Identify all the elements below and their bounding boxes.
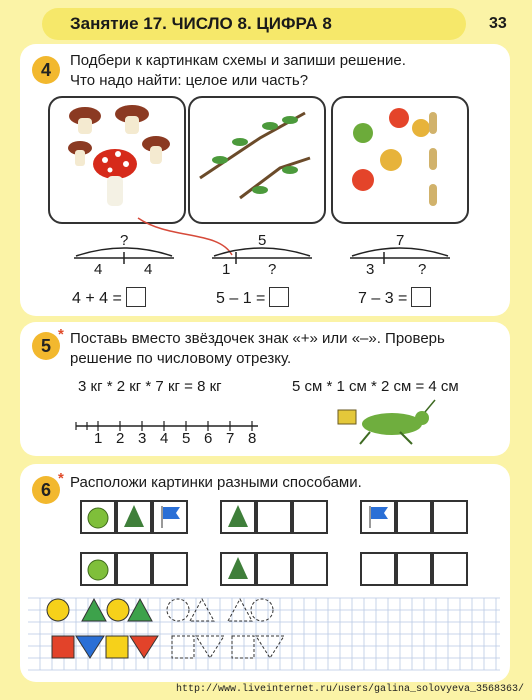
ruler-label-5: 5 [182,430,191,447]
task5-star: * [58,326,64,343]
scheme1-top: ? [120,232,129,249]
task4-badge: 4 [32,56,60,84]
task6-star: * [58,470,64,487]
scheme2-right: ? [268,261,277,278]
ruler-label-4: 4 [160,430,169,447]
task5-badge: 5 [32,332,60,360]
footer-url: http://www.liveinternet.ru/users/galina_solovyeva_3568363/ [176,684,525,695]
ruler-label-6: 6 [204,430,213,447]
scheme1-left: 4 [94,261,103,278]
ruler-label-7: 7 [226,430,235,447]
task4-text-line1: Подбери к картинкам схемы и запиши решение. [70,52,406,69]
scheme2-left: 1 [222,261,231,278]
task5-text-line2: решение по числовому отрезку. [70,350,292,367]
equation-1-text: 4 + 4 = [72,290,122,307]
page-number: 33 [489,15,507,32]
ruler-label-8: 8 [248,430,257,447]
scheme1-right: 4 [144,261,153,278]
ruler-label-2: 2 [116,430,125,447]
expression-kg: 3 кг * 2 кг * 7 кг = 8 кг [78,378,222,395]
scheme3-left: 3 [366,261,375,278]
ruler-label-1: 1 [94,430,103,447]
ruler-label-3: 3 [138,430,147,447]
equation-3-text: 7 – 3 = [358,290,408,307]
page-title: Занятие 17. ЧИСЛО 8. ЦИФРА 8 [70,14,332,33]
expression-cm: 5 см * 1 см * 2 см = 4 см [292,378,459,395]
equation-2-text: 5 – 1 = [216,290,266,307]
scheme2-top: 5 [258,232,267,249]
task4-text-line2: Что надо найти: целое или часть? [70,72,309,89]
task5-text-line1: Поставь вместо звёздочек знак «+» или «–». Проверь [70,330,445,347]
task6-badge: 6 [32,476,60,504]
scheme3-right: ? [418,261,427,278]
scheme3-top: 7 [396,232,405,249]
task6-text: Расположи картинки разными способами. [70,474,362,491]
